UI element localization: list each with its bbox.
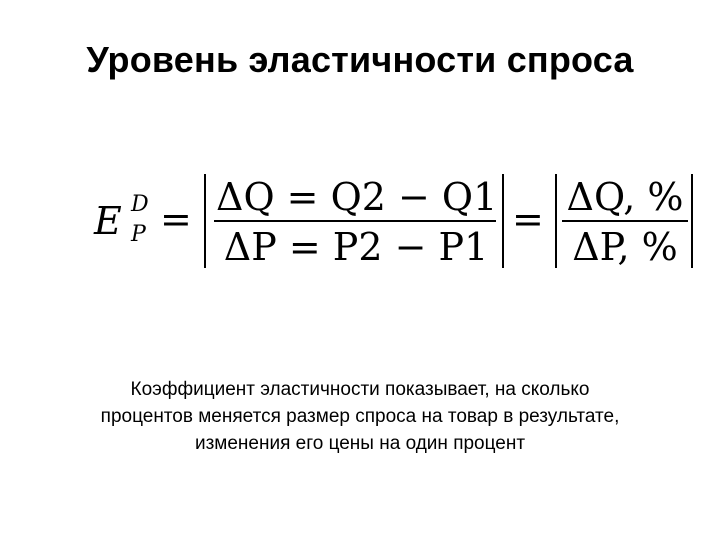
fraction2-denominator: ΔP, %	[572, 225, 678, 269]
formula-lhs-subscript: P	[131, 222, 146, 247]
fraction2-numerator: ΔQ, %	[566, 175, 684, 219]
elasticity-formula	[94, 170, 694, 276]
slide-title: Уровень эластичности спроса	[86, 39, 634, 80]
abs-bar-left-1	[204, 174, 206, 268]
abs-bar-right-1	[502, 174, 504, 268]
slide-caption	[40, 376, 680, 457]
fraction1-denominator: ΔP = P2 − P1	[223, 225, 489, 269]
abs-bar-right-2	[691, 174, 693, 268]
fraction2-line	[562, 220, 688, 222]
abs-bar-left-2	[555, 174, 557, 268]
formula-lhs	[94, 192, 149, 247]
fraction1-line	[214, 220, 496, 222]
caption-line: Коэффициент эластичности показывает, на сколько	[130, 379, 590, 400]
formula-lhs-superscript: D	[131, 192, 149, 217]
formula-equals-2: =	[512, 197, 544, 241]
caption-line: процентов меняется размер спроса на товар в результате,	[100, 406, 620, 427]
fraction1-numerator: ΔQ = Q2 − Q1	[216, 175, 498, 219]
caption-line: изменения его цены на один процент	[194, 433, 526, 454]
formula-equals-1: =	[160, 197, 192, 241]
formula-lhs-symbol: E	[94, 199, 122, 243]
